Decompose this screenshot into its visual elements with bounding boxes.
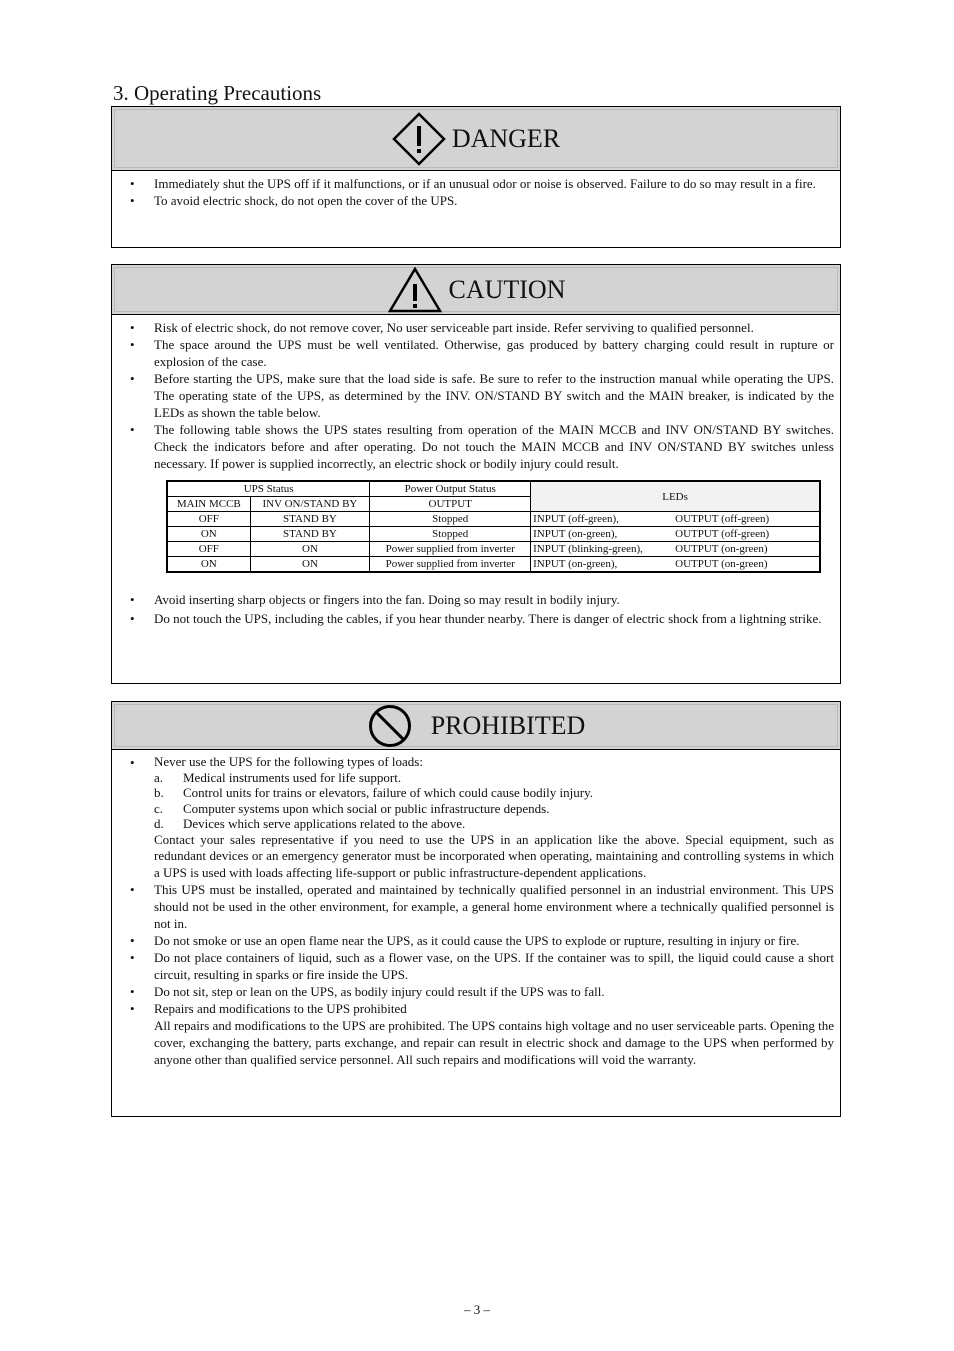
caution-title: CAUTION [448,274,566,304]
table-row: OFF STAND BY Stopped INPUT (off-green), OUTPUT (off-green) [167,512,820,527]
list-item: • Do not place containers of liquid, such as a flower vase, on the UPS. If the container was to spill, the liquid could cause a short circuit, resulting in sparks or fire inside the UPS. [130,950,834,982]
prohibited-icon [367,703,413,749]
list-item: • Before starting the UPS, make sure that the load side is safe. Be sure to refer to the instruction manual while operating the UPS. The operating state of the UPS, as determined by the INV. ON/STAND BY switch and the MAIN breaker, is indicated by the LEDs as shown the table below. [130,371,834,420]
list-item: • Avoid inserting sharp objects or fingers into the fan. Doing so may result in bodily injury. [130,592,620,607]
prohibited-box [111,701,841,1117]
prohibited-header [112,702,840,750]
prohibited-title: PROHIBITED [430,710,586,740]
caution-header [112,265,840,315]
list-item: • Do not smoke or use an open flame near the UPS, as it could cause the UPS to explode or rupture, resulting in injury or fire. [130,933,800,948]
list-item: • To avoid electric shock, do not open the cover of the UPS. [130,193,458,208]
table-header-leds: LEDs [531,481,820,512]
list-item: • Risk of electric shock, do not remove cover, No user serviceable part inside. Refer serviving to qualified personnel. [130,320,754,335]
danger-diamond-icon [392,112,446,166]
table-header-ups-status: UPS Status [167,481,370,497]
sub-item: d. Devices which serve applications related to the above. [154,816,466,831]
list-item: • Never use the UPS for the following types of loads: a. Medical instruments used for life support. b. Control units for trains or elevators, failure of which could cause bodily injury. c. Computer systems upon which social or public infrastructure depends. d. Devices which serve applications related to the above. Contact your sales representative if you need to use the UPS in an application like the above. Special equipment, such as redundant devices or an emergency generator must be incorporated when operating, maintaining and controlling systems in which a UPS is used with loads affecting life-support or public infrastructure-dependent applications. [130,754,834,880]
list-item: • Immediately shut the UPS off if it malfunctions, or if an unusual odor or noise is observed. Failure to do so may result in a fire. [130,176,816,191]
sub-item: b. Control units for trains or elevators, failure of which could cause bodily injury. [154,785,594,800]
table-header-output: OUTPUT [370,497,531,512]
table-header-main-mccb: MAIN MCCB [167,497,250,512]
list-item: • Do not sit, step or lean on the UPS, as bodily injury could result if the UPS was to fall. [130,984,605,999]
table-header-power-output: Power Output Status [370,481,531,497]
danger-header [112,107,840,171]
sub-item: a. Medical instruments used for life support. [154,769,402,785]
table-row: OFF ON Power supplied from inverter INPUT (blinking-green), OUTPUT (on-green) [167,542,820,557]
danger-body [112,171,840,209]
table-row: ON STAND BY Stopped INPUT (on-green), OUTPUT (off-green) [167,527,820,542]
caution-box [111,264,841,684]
page-number: – 3 – [464,1302,490,1317]
danger-box [111,106,841,248]
sub-item: c. Computer systems upon which social or public infrastructure depends. [154,800,550,816]
list-item: • The following table shows the UPS states resulting from operation of the MAIN MCCB and INV ON/STAND BY switches. Check the indicators before and after operating. Do not touch the MAIN MCCB and INV ON/STAND BY switches unless necessary. If power is supplied incorrectly, an electric shock or bodily injury could result. [130,422,834,471]
ups-status-table [166,480,821,573]
list-item: • Repairs and modifications to the UPS prohibited All repairs and modifications to the UPS are prohibited. The UPS contains high voltage and no user serviceable parts. Opening the cover, exchanging the battery, parts exchange, and repair can result in electric shock and damage to the UPS when performed by anyone other than qualified service personnel. All such repairs and modifications will void the warranty. [130,1001,834,1067]
caution-triangle-icon [387,266,443,314]
table-row: ON ON Power supplied from inverter INPUT (on-green), OUTPUT (on-green) [167,557,820,573]
list-item: • This UPS must be installed, operated and maintained by technically qualified personnel in an industrial environment. This UPS should not be used in the other environment, for example, a general home environment where a technically qualified personnel is not in. [130,882,834,931]
table-header-inv: INV ON/STAND BY [250,497,370,512]
list-item: • Do not touch the UPS, including the cables, if you hear thunder nearby. There is danger of electric shock from a lightning strike. [130,611,822,626]
section-title: 3. Operating Precautions [113,81,322,105]
list-item: • The space around the UPS must be well ventilated. Otherwise, gas produced by battery charging could result in rupture or explosion of the case. [130,337,834,369]
prohibited-body [112,750,840,1068]
caution-body [112,315,840,627]
danger-title: DANGER [451,123,561,153]
